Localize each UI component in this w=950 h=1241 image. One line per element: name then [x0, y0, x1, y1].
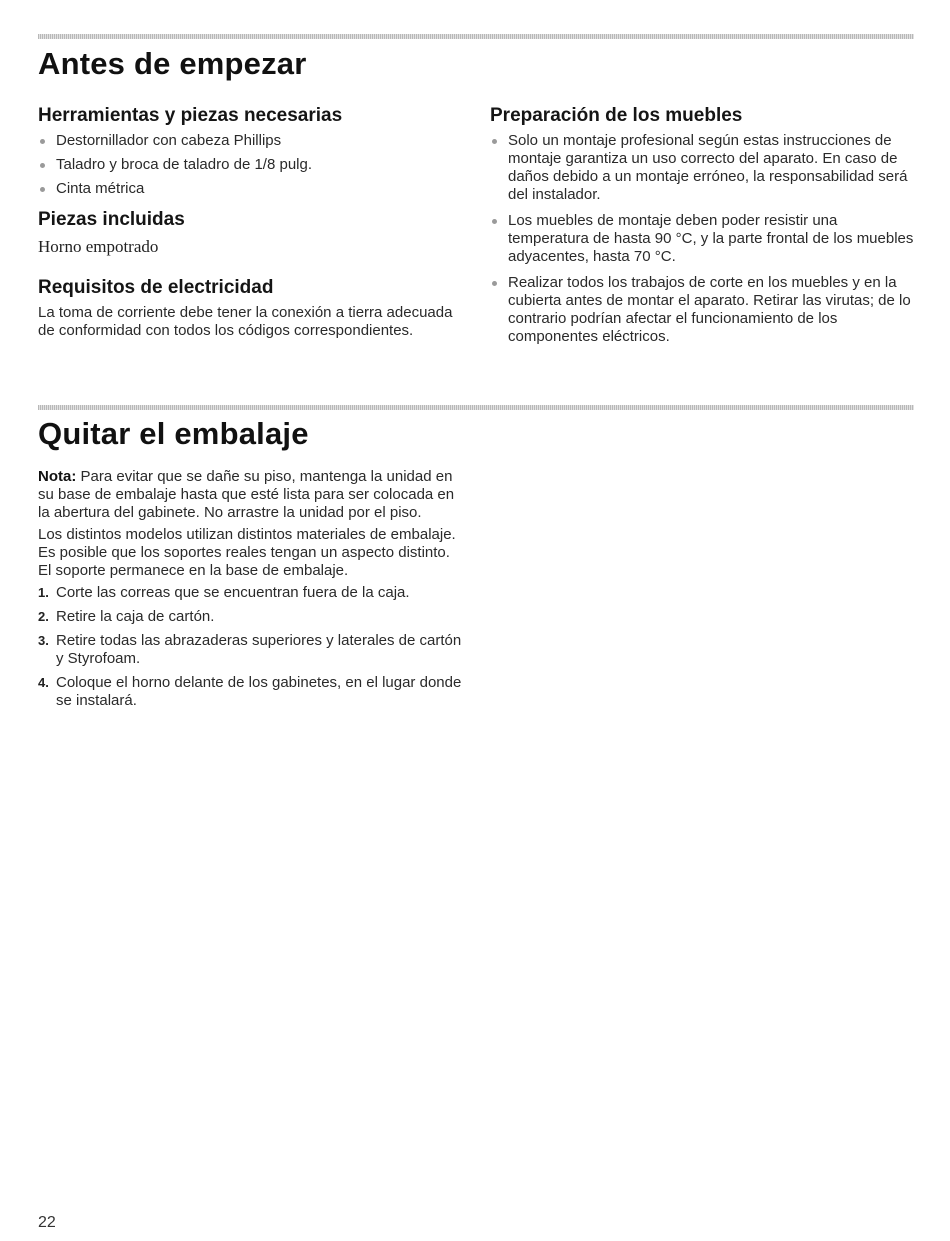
list-item: Taladro y broca de taladro de 1/8 pulg. — [38, 156, 458, 174]
note-paragraph — [38, 468, 463, 522]
step-item — [38, 608, 463, 626]
list-item: Destornillador con cabeza Phillips — [38, 132, 458, 150]
cabinet-prep-heading: Preparación de los muebles — [490, 105, 743, 126]
electrical-requirements-heading: Requisitos de electricidad — [38, 277, 274, 298]
step-item — [38, 584, 463, 602]
list-item: Cinta métrica — [38, 180, 458, 198]
note-label: Nota: — [38, 468, 77, 485]
list-item: Los muebles de montaje deben poder resistir una temperatura de hasta 90 °C, y la parte frontal de los muebles adyacentes, hasta 70 °C. — [490, 212, 915, 266]
step-text: Coloque el horno delante de los gabinetes, en el lugar donde se instalará. — [56, 674, 462, 709]
included-parts-text: Horno empotrado — [38, 237, 159, 256]
step-text: Corte las correas que se encuentran fuera de la caja. — [56, 584, 410, 601]
section-divider-top — [38, 34, 914, 39]
page-number: 22 — [38, 1214, 56, 1231]
section-divider-middle — [38, 405, 914, 410]
left-column — [38, 104, 458, 340]
step-item — [38, 674, 463, 710]
step-number: 1. — [38, 585, 49, 600]
section-title-quitar-el-embalaje: Quitar el embalaje — [38, 416, 309, 451]
electrical-requirements-text: La toma de corriente debe tener la conexión a tierra adecuada de conformidad con todos los códigos correspondientes. — [38, 304, 453, 339]
packaging-paragraph: Los distintos modelos utilizan distintos materiales de embalaje. Es posible que los soportes reales tengan un aspecto distinto. El soporte permanece en la base de embalaje. — [38, 526, 456, 579]
unpacking-column — [38, 468, 463, 716]
section-title-antes-de-empezar: Antes de empezar — [38, 46, 307, 81]
step-number: 3. — [38, 633, 49, 648]
list-item: Solo un montaje profesional según estas instrucciones de montaje garantiza un uso correcto del aparato. En caso de daños debido a un montaje erróneo, la responsabilidad será del instalador. — [490, 132, 915, 204]
tools-list — [38, 132, 458, 198]
step-number: 4. — [38, 675, 49, 690]
cabinet-prep-list — [490, 132, 915, 346]
right-column — [490, 104, 915, 354]
list-item: Realizar todos los trabajos de corte en los muebles y en la cubierta antes de montar el aparato. Retirar las virutas; de lo contrario podrían afectar el funcionamiento de los componentes eléctricos. — [490, 274, 915, 346]
note-text: Para evitar que se dañe su piso, mantenga la unidad en su base de embalaje hasta que esté lista para ser colocada en la abertura del gabinete. No arrastre la unidad por el piso. — [38, 468, 455, 521]
step-text: Retire la caja de cartón. — [56, 608, 215, 625]
step-number: 2. — [38, 609, 49, 624]
step-item — [38, 632, 463, 668]
tools-heading: Herramientas y piezas necesarias — [38, 105, 343, 126]
unpacking-steps — [38, 584, 463, 710]
included-parts-heading: Piezas incluidas — [38, 209, 185, 230]
step-text: Retire todas las abrazaderas superiores y laterales de cartón y Styrofoam. — [56, 632, 462, 667]
